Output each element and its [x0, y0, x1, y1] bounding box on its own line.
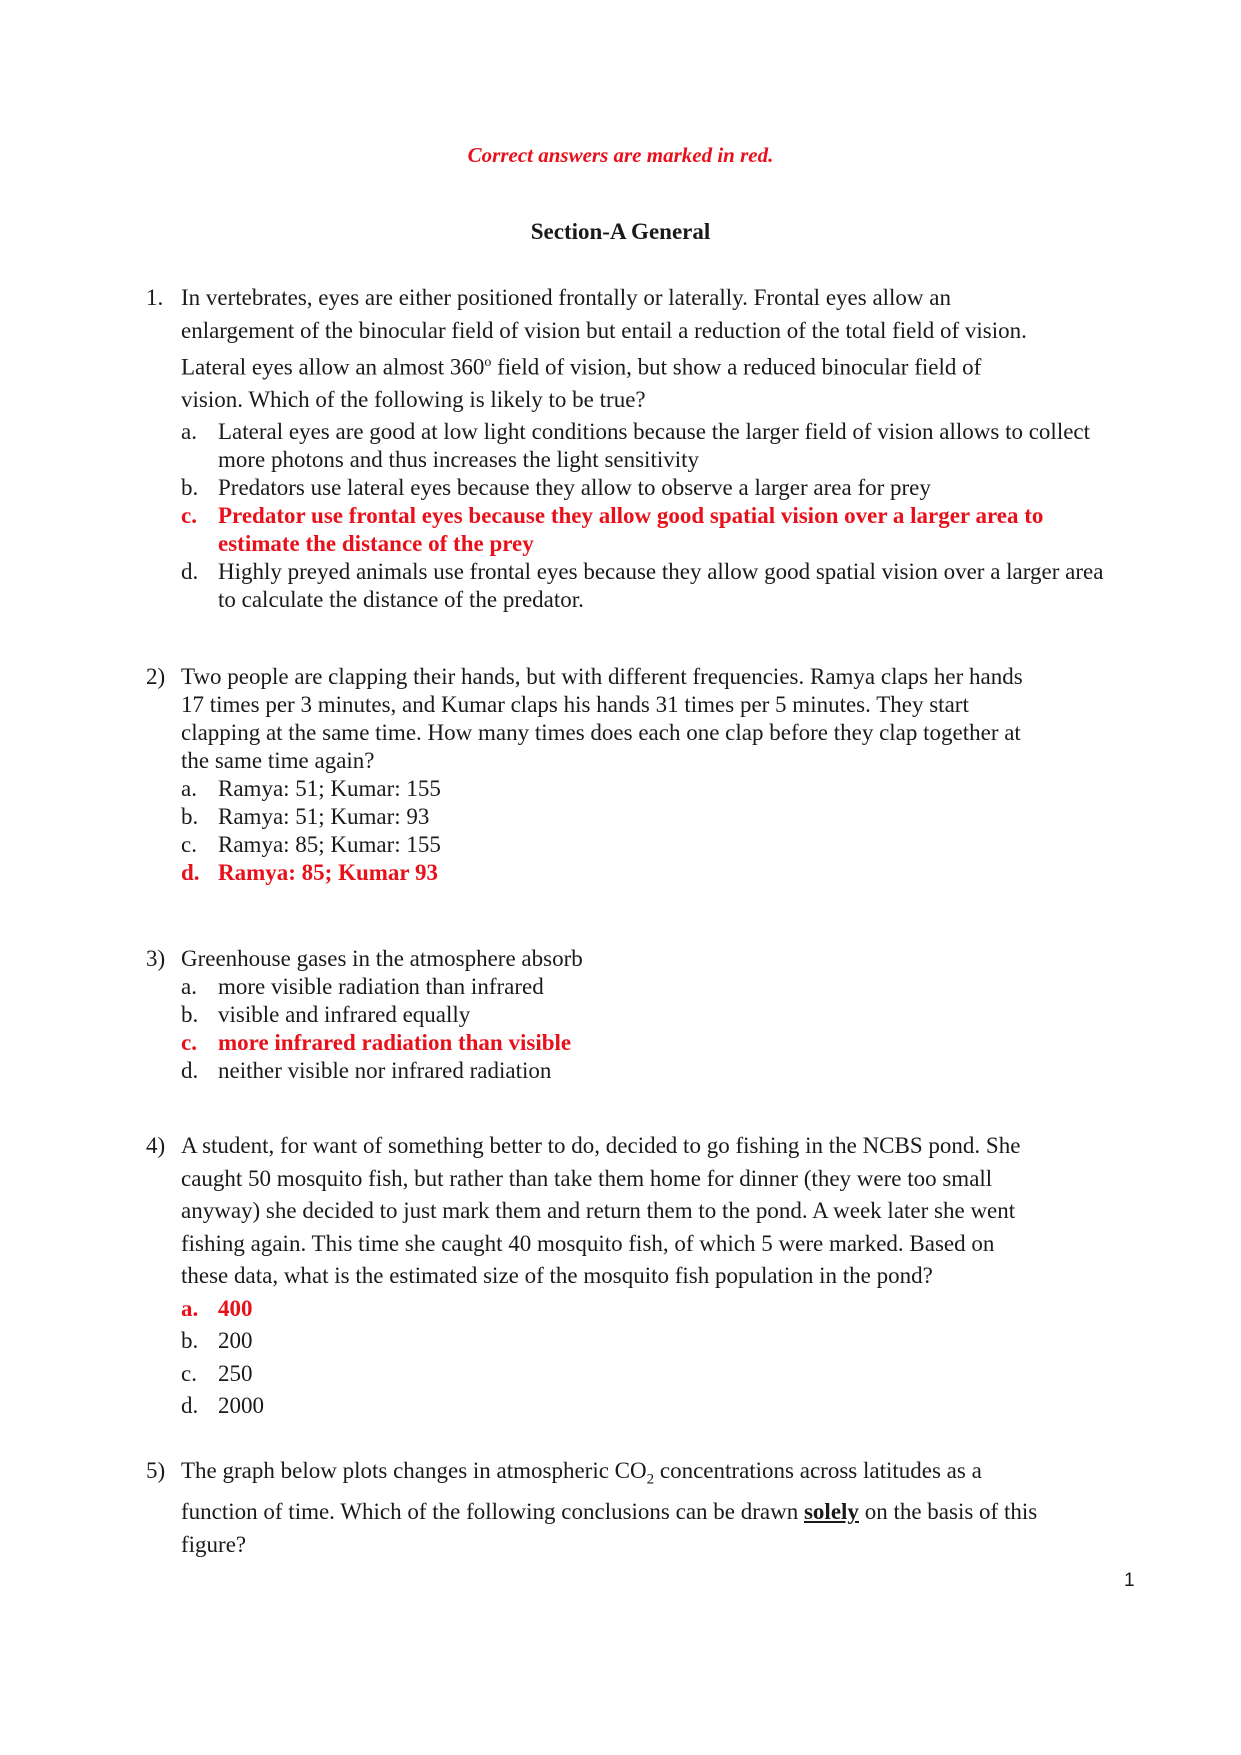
option-text: visible and infrared equally: [218, 1002, 471, 1027]
question-2-number: 2): [146, 664, 166, 689]
option-text: Predator use frontal eyes because they allow good spatial vision over a larger area to estimate the distance of the prey: [218, 502, 1044, 556]
question-3: [146, 945, 1106, 1085]
question-2-stem: [146, 663, 1106, 775]
question-2-line-4: the same time again?: [181, 748, 375, 773]
option-text: Ramya: 51; Kumar: 93: [218, 804, 430, 829]
option-letter: b.: [181, 804, 199, 829]
option-letter: d.: [181, 860, 200, 885]
emphasis-solely: solely: [803, 1499, 859, 1525]
question-4-line-3: anyway) she decided to just mark them and return them to the pond. A week later she went: [181, 1198, 1016, 1223]
question-1-line-2: enlargement of the binocular field of vision but entail a reduction of the total field of vision.: [181, 317, 1027, 343]
question-1: [146, 282, 1106, 614]
option-text: 200: [218, 1328, 253, 1353]
option-letter: c.: [181, 1030, 197, 1055]
co2-subscript: 2: [646, 1471, 655, 1488]
question-2-option-a: [146, 775, 1106, 803]
question-1-stem: [146, 282, 1106, 417]
option-text: 400: [218, 1295, 253, 1321]
question-1-line-4: vision. Which of the following is likely to be true?: [181, 387, 646, 413]
question-1-option-c-correct: [146, 502, 1106, 558]
option-letter: a.: [181, 776, 197, 801]
question-4: [146, 1130, 1106, 1423]
option-text: 250: [218, 1360, 253, 1386]
option-text: neither visible nor infrared radiation: [218, 1058, 552, 1083]
question-4-option-a-correct: [146, 1293, 1106, 1326]
question-5-line-2: [181, 1496, 1106, 1529]
question-3-option-a: [146, 973, 1106, 1001]
option-text: Predators use lateral eyes because they allow to observe a larger area for prey: [218, 474, 931, 500]
option-text: Ramya: 51; Kumar: 155: [218, 776, 441, 801]
question-1-line-1: In vertebrates, eyes are either positioned frontally or laterally. Frontal eyes allow an: [181, 285, 951, 310]
question-5-text-a: The graph below plots changes in atmospheric CO: [181, 1458, 647, 1483]
option-letter: c.: [181, 1360, 197, 1386]
question-4-line-2: caught 50 mosquito fish, but rather than take them home for dinner (they were too small: [181, 1165, 993, 1191]
question-3-stem: [146, 945, 1106, 973]
question-4-number: 4): [146, 1133, 166, 1158]
question-4-line-1: A student, for want of something better to do, decided to go fishing in the NCBS pond. She: [181, 1133, 1021, 1158]
question-1-option-b: [146, 474, 1106, 502]
option-text: 2000: [218, 1393, 264, 1418]
question-4-line-4: fishing again. This time she caught 40 mosquito fish, of which 5 were marked. Based on: [181, 1230, 995, 1256]
question-2-line-3: clapping at the same time. How many times does each one clap before they clap together at: [181, 720, 1021, 745]
question-5-text-d: on the basis of this: [858, 1499, 1038, 1525]
section-title: Section-A General: [530, 219, 711, 244]
question-1-line-3b: field of vision, but show a reduced binocular field of: [491, 354, 982, 380]
question-1-line-3: [181, 347, 1106, 384]
option-letter: c.: [181, 832, 197, 857]
question-4-stem: [146, 1130, 1106, 1293]
question-4-option-b: [146, 1325, 1106, 1358]
question-5-number: 5): [146, 1458, 166, 1483]
question-1-option-a: [146, 418, 1106, 474]
option-letter: a.: [181, 1295, 199, 1321]
option-text: Lateral eyes are good at low light conditions because the larger field of vision allows to collect more photons and thus increases the light sensitivity: [218, 418, 1091, 472]
question-3-option-b: [146, 1001, 1106, 1029]
option-letter: c.: [181, 502, 197, 528]
option-letter: d.: [181, 558, 199, 584]
option-letter: a.: [181, 974, 197, 999]
question-3-number: 3): [146, 946, 166, 971]
question-3-option-d: [146, 1057, 1106, 1085]
question-1-line-3a: Lateral eyes allow an almost 360: [181, 354, 485, 380]
option-letter: b.: [181, 474, 199, 500]
question-5-line-1: [181, 1455, 1106, 1496]
question-5: [146, 1455, 1106, 1561]
question-2-option-c: [146, 831, 1106, 859]
option-text: more infrared radiation than visible: [218, 1030, 572, 1055]
question-5-line-3: figure?: [181, 1531, 247, 1557]
question-2: [146, 663, 1106, 887]
option-text: Highly preyed animals use frontal eyes because they allow good spatial vision over a larger area to calculate the distance of the predator.: [218, 558, 1104, 612]
question-2-line-2: 17 times per 3 minutes, and Kumar claps his hands 31 times per 5 minutes. They start: [181, 692, 969, 717]
question-1-option-d: [146, 558, 1106, 614]
question-2-option-b: [146, 803, 1106, 831]
option-text: Ramya: 85; Kumar 93: [218, 860, 438, 885]
answer-key-note: Correct answers are marked in red.: [467, 143, 774, 167]
question-5-text-c: function of time. Which of the following conclusions can be drawn: [181, 1499, 804, 1525]
page-number: 1: [1124, 1570, 1135, 1591]
question-3-line-1: Greenhouse gases in the atmosphere absorb: [181, 946, 583, 971]
question-1-number: 1.: [146, 285, 164, 310]
question-4-option-d: [146, 1390, 1106, 1423]
option-letter: b.: [181, 1328, 199, 1353]
option-letter: d.: [181, 1058, 199, 1083]
question-3-option-c-correct: [146, 1029, 1106, 1057]
option-letter: d.: [181, 1393, 199, 1418]
option-text: Ramya: 85; Kumar: 155: [218, 832, 441, 857]
degree-superscript: o: [484, 355, 492, 370]
question-4-option-c: [146, 1358, 1106, 1391]
question-2-line-1: Two people are clapping their hands, but with different frequencies. Ramya claps her hands: [181, 664, 1023, 689]
option-text: more visible radiation than infrared: [218, 974, 544, 999]
question-4-line-5: these data, what is the estimated size of the mosquito fish population in the pond?: [181, 1263, 933, 1288]
question-5-stem: [146, 1455, 1106, 1561]
question-5-text-b: concentrations across latitudes as a: [654, 1458, 982, 1483]
question-2-option-d-correct: [146, 859, 1106, 887]
option-letter: b.: [181, 1002, 199, 1027]
option-letter: a.: [181, 418, 197, 444]
